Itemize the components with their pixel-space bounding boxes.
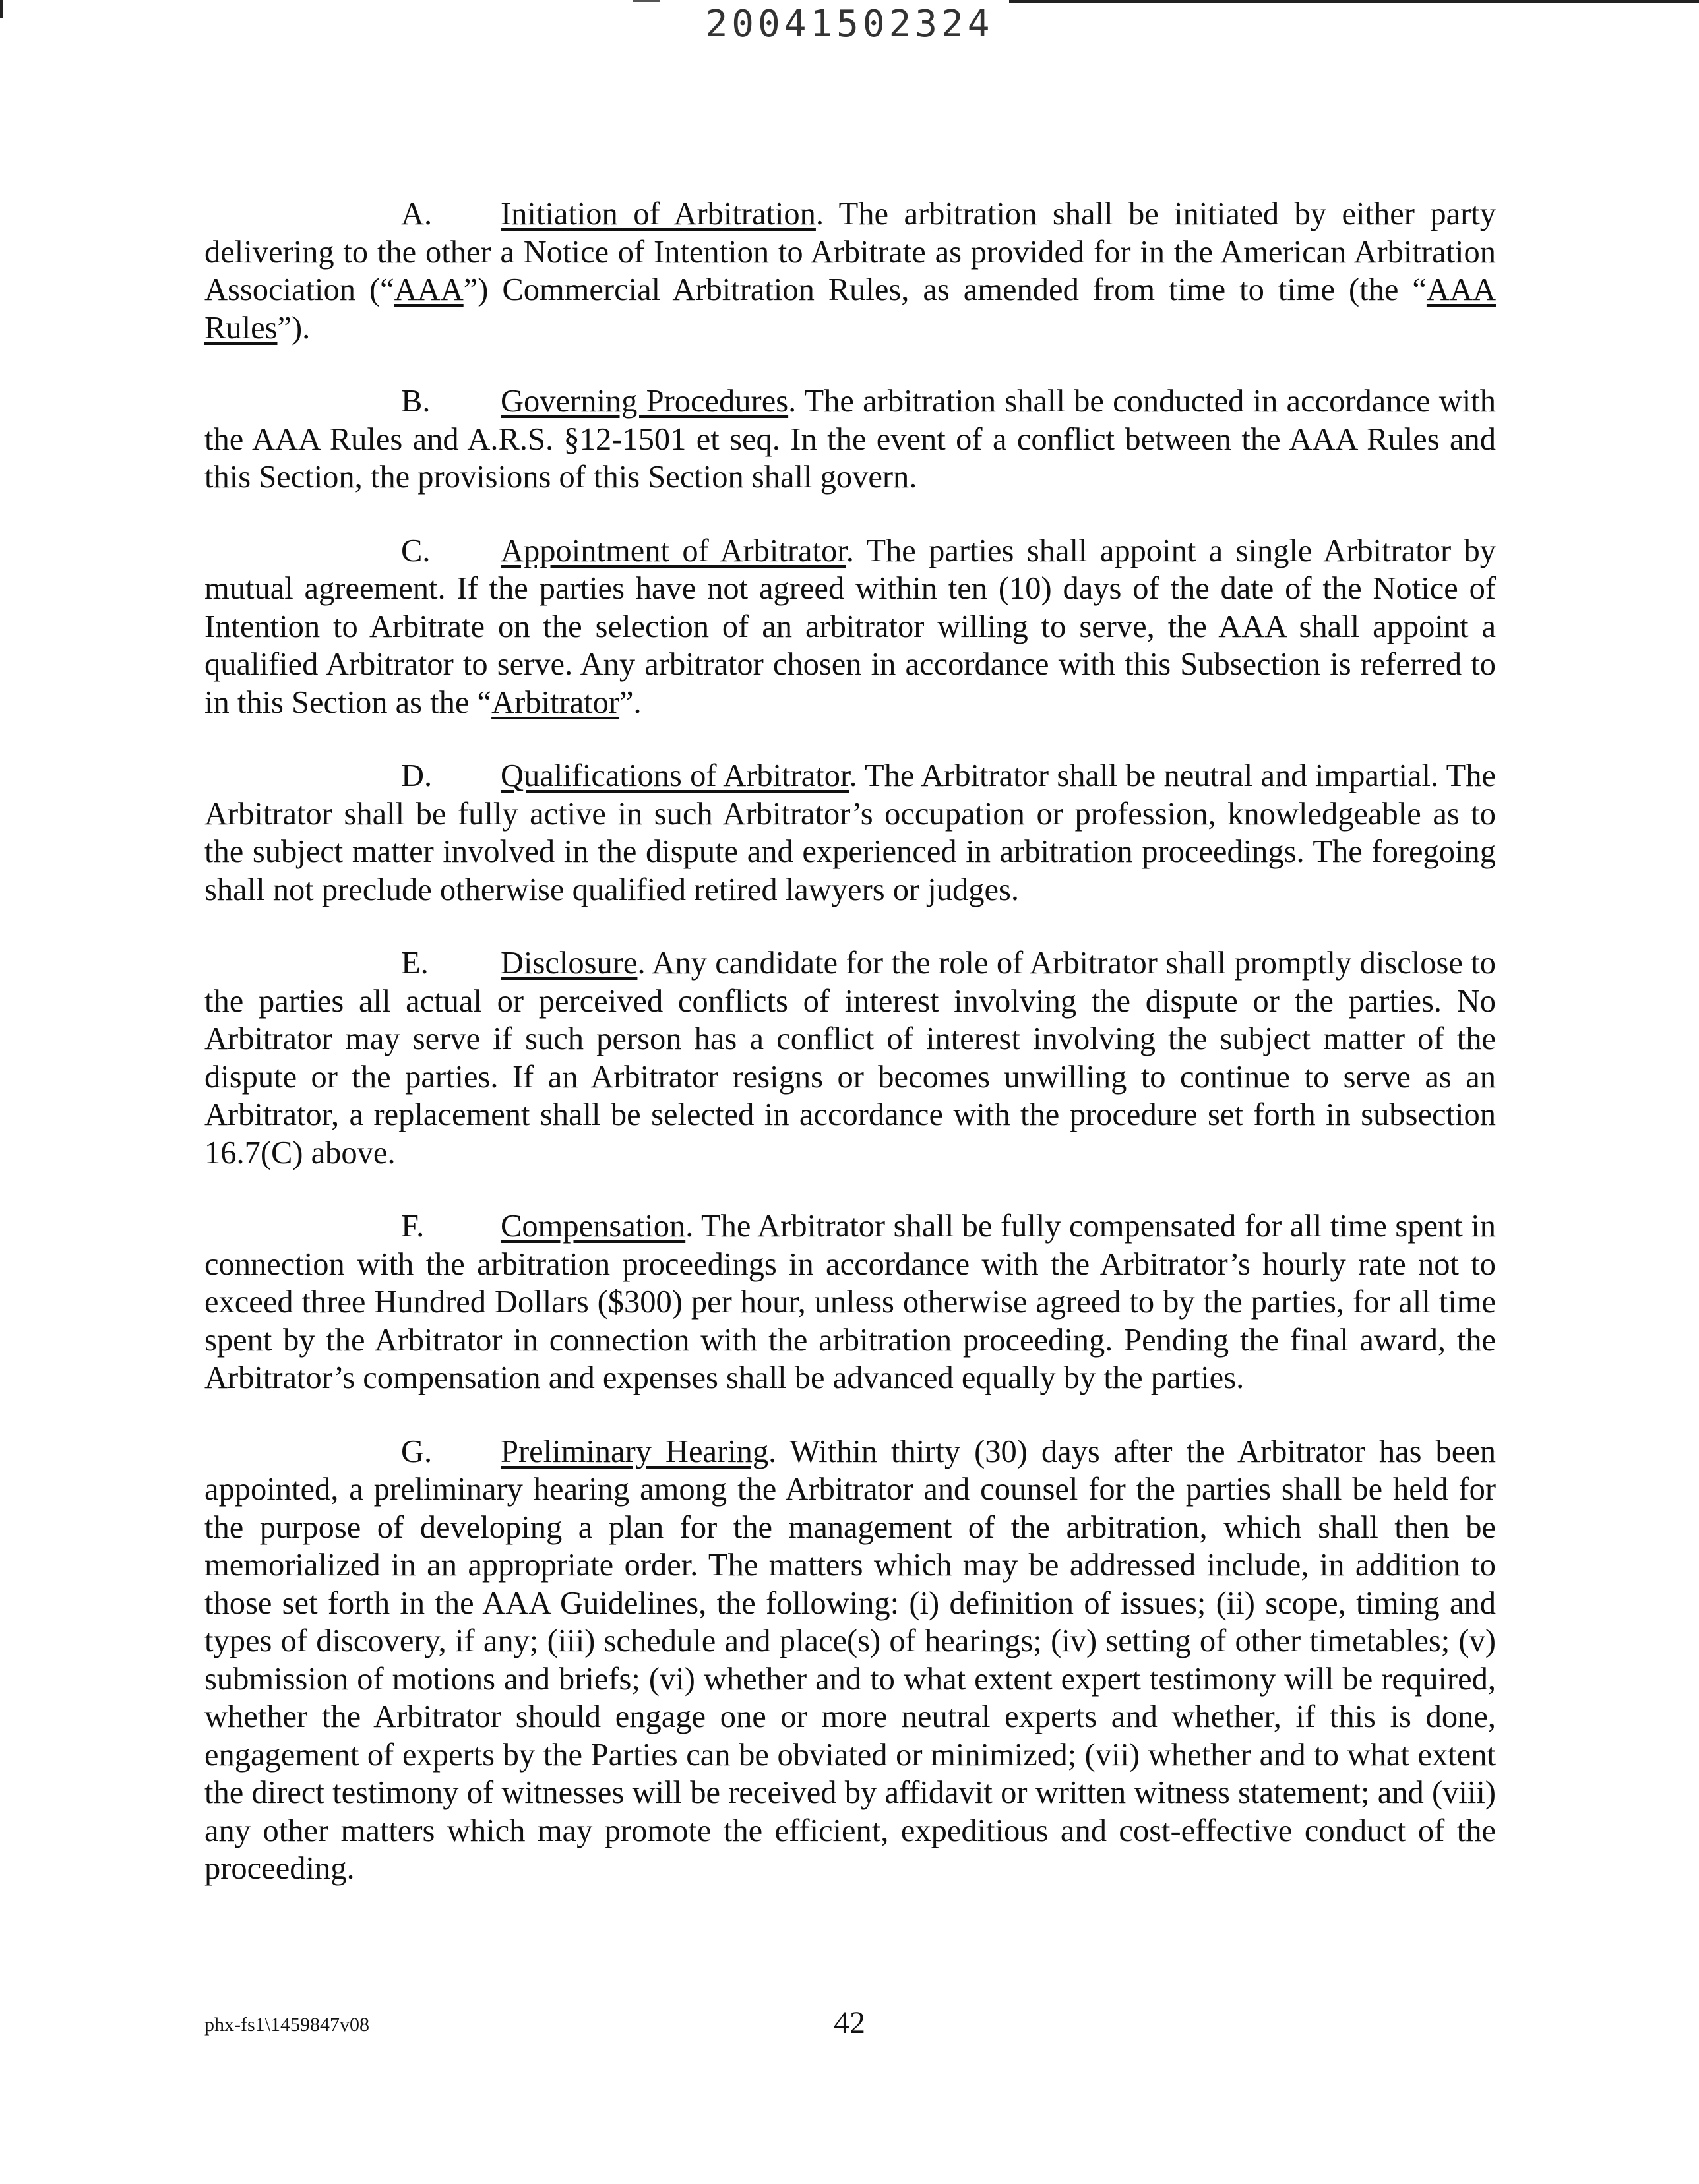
section-heading: Compensation (501, 1209, 686, 1244)
section-text: . The arbitration shall be conducted in accordance with the AAA Rules and A.R.S. §12-1501 et seq. In the event of a conflict between the AAA Rules and this Section, the provisions of this Section shall govern. (204, 384, 1496, 495)
section-text: . The parties shall appoint a single Arbitrator by mutual agreement. If the parties have not agreed within ten (10) days of the date of the Notice of Intention to Arbitrate on the selection of an arbitrator willing to serve, the AAA shall appoint a qualified Arbitrator to serve. Any arbitrator chosen in accordance with this Subsection is referred to in this Section as the “ (204, 533, 1496, 720)
scan-top-mark (633, 0, 660, 2)
section-text: . The Arbitrator shall be fully compensated for all time spent in connection with the arbitration proceedings in accordance with the Arbitrator’s hourly rate not to exceed three Hundred Dollars ($300) per hour, unless otherwise agreed to by the parties, for all time spent by the Arbitrator in connection with the arbitration proceeding. Pending the final award, the Arbitrator’s compensation and expenses shall be advanced equally by the parties. (204, 1209, 1496, 1395)
section-text: ”). (277, 310, 311, 346)
section-text: . Within thirty (30) days after the Arbitrator has been appointed, a preliminary hearing among the Arbitrator and counsel for the parties shall be held for the purpose of developing a plan for the management of the arbitration, which shall then be memorialized in an appropriate order. The matters which may be addressed include, in addition to those set forth in the AAA Guidelines, the following: (i) definition of issues; (ii) scope, timing and types of discovery, if any; (iii) schedule and place(s) of hearings; (iv) setting of other timetables; (v) submission of motions and briefs; (vi) whether and to what extent expert testimony will be required, whether the Arbitrator should engage one or more neutral experts and whether, if this is done, engagement of experts by the Parties can be obviated or minimized; (vii) whether and to what extent the direct testimony of witnesses will be received by affidavit or written witness statement; and (viii) any other matters which may promote the efficient, expeditious and cost-effective conduct of the proceeding. (204, 1434, 1497, 1886)
section-b (204, 382, 1496, 497)
defined-term: Arbitrator (491, 684, 620, 720)
defined-term: AAA (394, 272, 464, 307)
section-heading: Disclosure (501, 946, 638, 981)
section-g (204, 1433, 1496, 1888)
document-body (204, 195, 1496, 1924)
defined-term: AAA Rules (204, 272, 1496, 346)
section-letter: B. (401, 384, 431, 419)
section-text: ”) Commercial Arbitration Rules, as amended from time to time (the “ (463, 272, 1427, 307)
section-letter: F. (401, 1209, 425, 1244)
section-text: . The Arbitrator shall be neutral and impartial. The Arbitrator shall be fully active in such Arbitrator’s occupation or profession, knowledgeable as to the subject matter involved in the dispute and experienced in arbitration proceedings. The foregoing shall not preclude otherwise qualified retired lawyers or judges. (204, 758, 1496, 907)
section-f (204, 1207, 1496, 1397)
page-number: 42 (834, 2005, 865, 2040)
file-reference: phx-fs1\1459847v08 (204, 2014, 369, 2036)
section-letter: E. (401, 946, 429, 981)
section-text: . Any candidate for the role of Arbitrator shall promptly disclose to the parties all actual or perceived conflicts of interest involving the dispute or the parties. No Arbitrator may serve if such person has a conflict of interest involving the subject matter of the dispute or the parties. If an Arbitrator resigns or becomes unwilling to continue to serve as an Arbitrator, a replacement shall be selected in accordance with the procedure set forth in subsection 16.7(C) above. (204, 946, 1496, 1170)
section-heading: Preliminary Hearing (501, 1434, 769, 1469)
section-c (204, 532, 1496, 722)
document-number: 20041502324 (705, 3, 994, 46)
section-d (204, 757, 1496, 909)
section-letter: G. (401, 1434, 433, 1469)
section-a (204, 195, 1496, 347)
section-letter: C. (401, 533, 431, 568)
section-heading: Initiation of Arbitration (501, 197, 816, 231)
section-e (204, 944, 1496, 1172)
section-heading: Appointment of Arbitrator (501, 533, 846, 568)
section-letter: D. (401, 758, 433, 793)
section-text: ”. (619, 684, 642, 720)
section-heading: Governing Procedures (501, 384, 789, 419)
section-heading: Qualifications of Arbitrator (501, 758, 850, 793)
section-letter: A. (401, 197, 433, 231)
section-text: . The arbitration shall be initiated by either party delivering to the other a Notice of Intention to Arbitrate as provided for in the American Arbitration Association (“ (204, 197, 1496, 307)
